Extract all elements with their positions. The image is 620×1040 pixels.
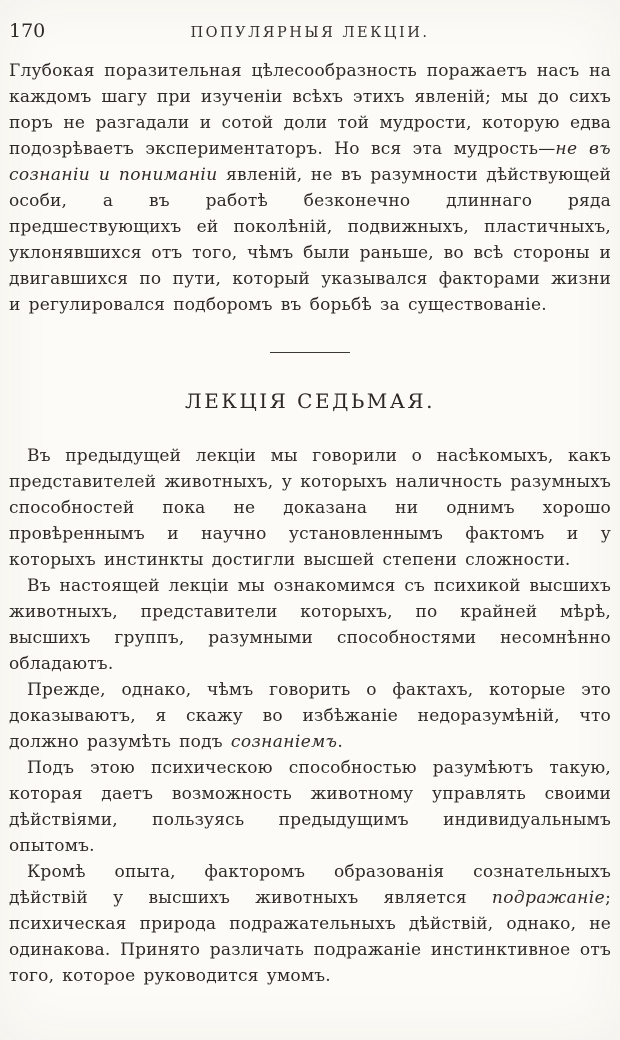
paragraph [9,443,611,573]
paragraph [9,573,611,677]
lecture-text [9,443,611,989]
continuation-text [9,58,611,318]
section-divider [9,348,611,353]
text-run: Прежде, однако, чѣмъ говорить о фактахъ, которые это доказываютъ, я скажу во избѣжаніе недоразумѣній, что должно разумѣть подъ [9,680,611,752]
chapter-heading: ЛЕКЦІЯ СЕДЬМАЯ. [185,389,435,413]
text-run: Въ предыдущей лекціи мы говорили о насѣкомыхъ, какъ представителей животныхъ, у которыхъ наличность разумныхъ способностей пока не доказана ни однимъ хорошо провѣреннымъ и научно установленнымъ фактомъ и у которыхъ инстинкты достигли высшей степени сложности. [9,446,611,570]
divider-rule [270,352,350,353]
paragraph [9,755,611,859]
text-run: Подъ этою психическою способностью разумѣютъ такую, которая даетъ возможность животному управлять своими дѣйствіями, пользуясь предыдущимъ индивидуальнымъ опытомъ. [9,758,611,856]
text-run: Кромѣ опыта, факторомъ образованія сознательныхъ дѣйствій у высшихъ животныхъ является [9,862,611,908]
text-run: Въ настоящей лекціи мы ознакомимся съ психикой высшихъ животныхъ, представители которыхъ, по крайней мѣрѣ, высшихъ группъ, разумными способностями несомнѣнно обладаютъ. [9,576,611,674]
text-run: . [337,732,343,752]
italic-text-run: подражаніе [491,888,606,908]
text-run: явленій, не въ разумности дѣйствующей особи, а въ работѣ безконечно длиннаго ряда предшествующихъ ей поколѣній, подвижныхъ, пластичныхъ, уклонявшихся отъ того, чѣмъ были раньше, во всѣ стороны и двигавшихся по пути, который указывался факторами жизни и регулировался подборомъ въ борьбѣ за существованіе. [9,165,611,315]
paragraph [9,677,611,755]
italic-text-run: не въ сознаніи и пониманіи [9,139,611,185]
page-header [9,20,611,42]
page-number: 170 [9,20,46,42]
text-run: ; психическая природа подражательныхъ дѣйствій, однако, не одинакова. Принято различать подражаніе инстинктивное отъ того, которое руководится умомъ. [9,888,611,986]
italic-text-run: сознаніемъ [230,732,338,752]
paragraph [9,859,611,989]
paragraph [9,58,611,318]
running-header: ПОПУЛЯРНЫЯ ЛЕКЦІИ. [190,25,430,41]
text-run: Глубокая поразительная цѣлесообразность поражаетъ насъ на каждомъ шагу при изученіи всѣхъ этихъ явленій; мы до сихъ поръ не разгадали и сотой доли той мудрости, которую едва подозрѣваетъ экспериментаторъ. Но вся эта мудрость— [9,61,611,159]
